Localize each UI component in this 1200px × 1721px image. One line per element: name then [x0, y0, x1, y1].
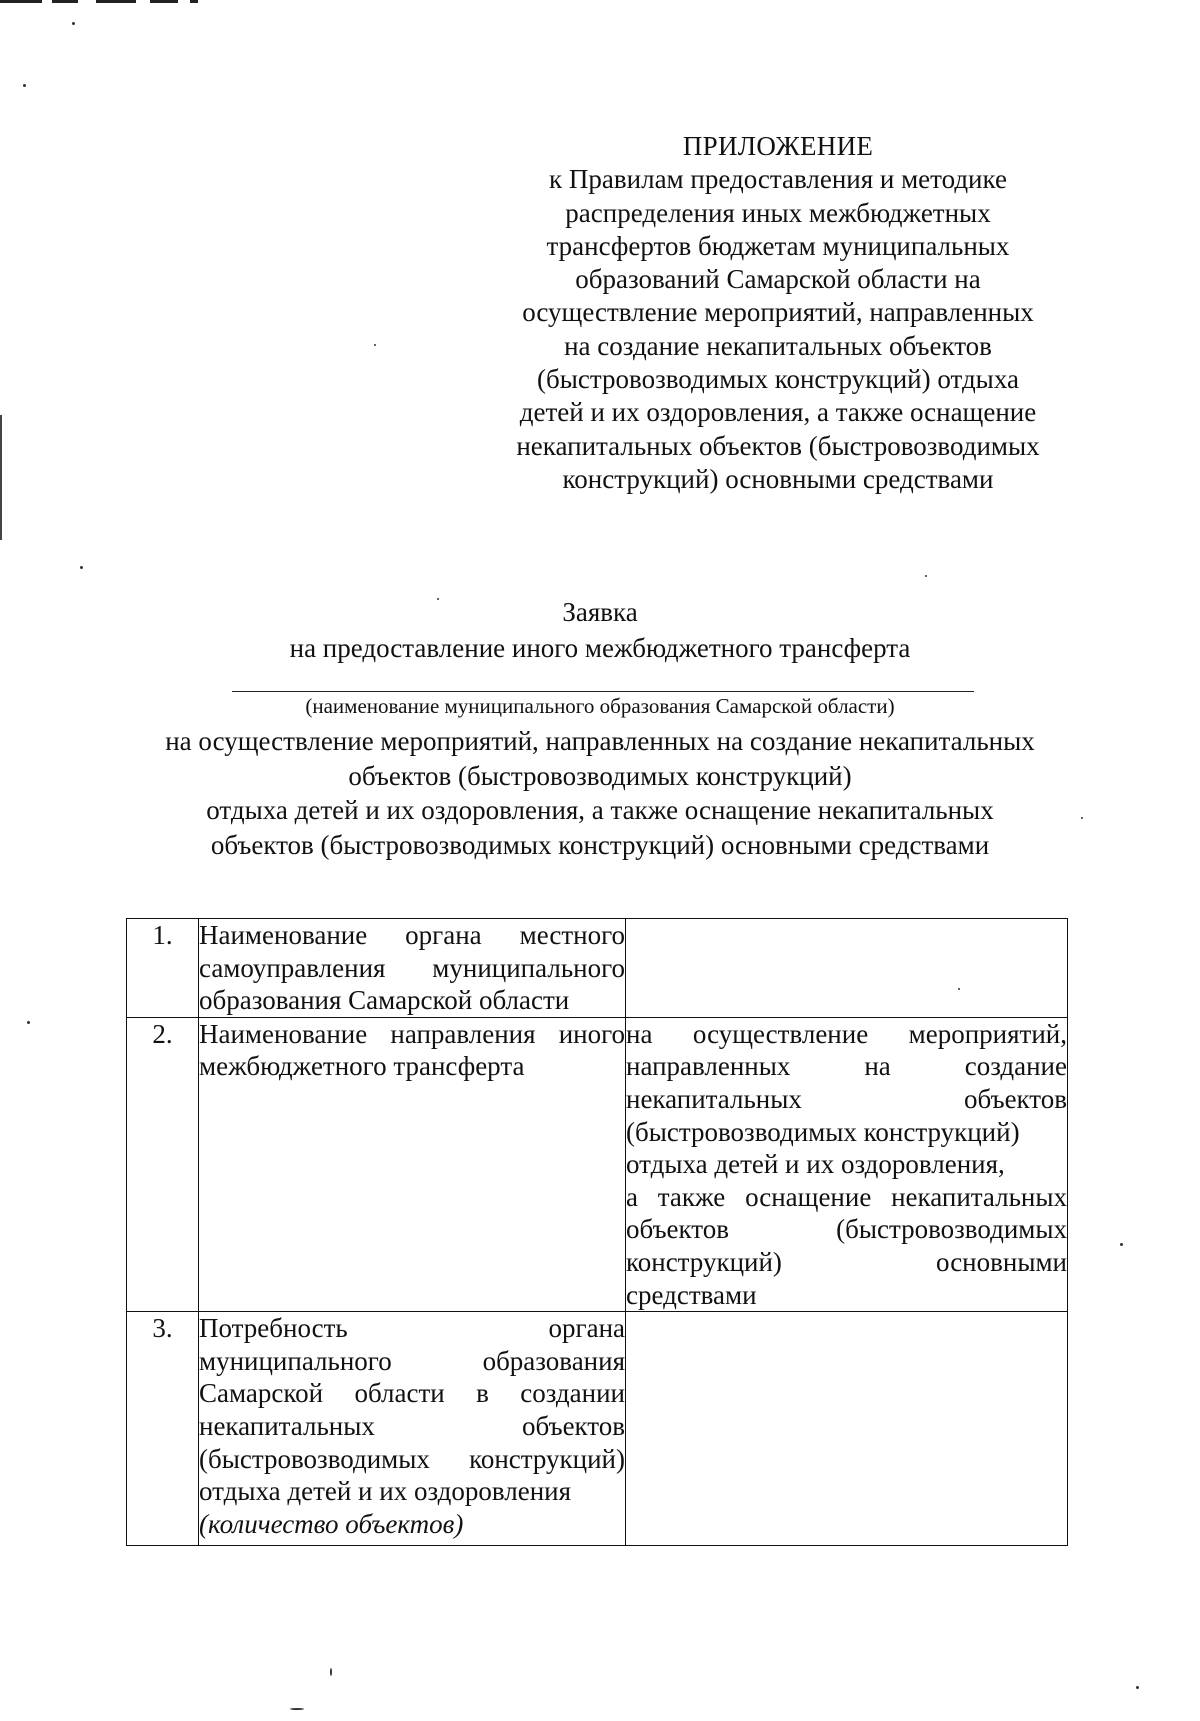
- row-label-line: муниципального образования: [199, 1345, 625, 1376]
- appendix-line: (быстровозводимых конструкций) отдыха: [537, 364, 1019, 395]
- row-label: [199, 1017, 626, 1311]
- row-number: 1.: [127, 919, 199, 1018]
- appendix-line: образований Самарской области на: [575, 264, 981, 295]
- appendix-header: [493, 130, 1063, 496]
- scan-mark: [0, 0, 42, 3]
- row-label-line: Наименование органа местного: [199, 920, 625, 950]
- row-label: [199, 919, 626, 1018]
- municipality-name-blank[interactable]: [232, 691, 974, 692]
- scan-mark: [150, 0, 178, 3]
- row-label-line: Самарской области в создании: [199, 1378, 625, 1409]
- row-value-line: конструкций) основными: [626, 1246, 1067, 1277]
- scan-speck: [27, 1021, 30, 1024]
- purpose-line: объектов (быстровозводимых конструкций) основными средствами: [210, 829, 990, 860]
- row-value-line: некапитальных объектов: [626, 1083, 1067, 1114]
- appendix-line: распределения иных межбюджетных: [565, 197, 991, 228]
- row-number: 2.: [127, 1017, 199, 1311]
- row-value-line: (быстровозводимых конструкций): [626, 1116, 1020, 1147]
- row-value-empty[interactable]: [626, 1312, 1068, 1546]
- appendix-line: некапитальных объектов (быстровозводимых: [516, 430, 1040, 461]
- appendix-line: на создание некапитальных объектов: [564, 330, 992, 361]
- row-label: [199, 1312, 626, 1546]
- row-label-line: Потребность органа: [199, 1313, 625, 1344]
- application-title: Заявка: [562, 597, 638, 627]
- scan-speck: [374, 344, 376, 346]
- table-row: [127, 1312, 1068, 1546]
- scan-speck: [1120, 1243, 1123, 1246]
- row-label-line: (быстровозводимых конструкций): [199, 1443, 625, 1474]
- row-value: [626, 1017, 1068, 1311]
- scan-mark: [52, 0, 78, 3]
- scan-speck: [925, 575, 927, 577]
- scan-speck: [80, 566, 83, 569]
- scan-speck: [23, 84, 26, 87]
- application-table: [126, 918, 1068, 1546]
- appendix-line: конструкций) основными средствами: [562, 463, 994, 494]
- appendix-title: ПРИЛОЖЕНИЕ: [682, 131, 874, 161]
- scan-mark: [190, 0, 198, 3]
- row-number: 3.: [127, 1312, 199, 1546]
- purpose-line: отдыха детей и их оздоровления, а также оснащение некапитальных: [206, 795, 994, 825]
- row-value-line: на осуществление мероприятий,: [626, 1018, 1067, 1049]
- scan-speck: [290, 1708, 304, 1710]
- row-label-line: образования Самарской области: [199, 985, 570, 1016]
- table-row: [127, 1017, 1068, 1311]
- scan-speck: [1136, 1686, 1139, 1689]
- row-label-line: межбюджетного трансферта: [199, 1051, 525, 1082]
- row-value-line: средствами: [626, 1279, 757, 1310]
- row-value-line: отдыха детей и их оздоровления,: [626, 1149, 1005, 1180]
- scan-speck: [330, 1668, 332, 1676]
- row-label-line: отдыха детей и их оздоровления: [199, 1476, 572, 1507]
- scan-speck: [72, 22, 75, 25]
- row-value-empty[interactable]: [626, 919, 1068, 1018]
- appendix-line: осуществление мероприятий, направленных: [522, 297, 1034, 328]
- row-value-line: объектов (быстровозводимых: [626, 1214, 1067, 1245]
- row-label-line: самоуправления муниципального: [199, 952, 625, 983]
- scan-edge-line: [0, 415, 2, 540]
- application-purpose: [0, 724, 1200, 862]
- row-label-line: Наименование направления иного: [199, 1018, 625, 1049]
- row-label-note: (количество объектов): [199, 1508, 464, 1539]
- scan-mark: [96, 0, 136, 3]
- application-subtitle: на предоставление иного межбюджетного трансферта: [289, 633, 911, 663]
- row-value-line: направленных на создание: [626, 1051, 1067, 1082]
- appendix-line: трансфертов бюджетам муниципальных: [546, 230, 1010, 261]
- appendix-line: к Правилам предоставления и методике: [549, 164, 1007, 195]
- application-heading: [0, 594, 1200, 666]
- row-value-line: а также оснащение некапитальных: [626, 1181, 1067, 1212]
- municipality-caption: (наименование муниципального образования Самарской области): [305, 694, 895, 718]
- purpose-line: объектов (быстровозводимых конструкций): [348, 760, 852, 791]
- row-label-line: некапитальных объектов: [199, 1410, 625, 1441]
- table-row: [127, 919, 1068, 1018]
- purpose-line: на осуществление мероприятий, направленных на создание некапитальных: [165, 726, 1035, 756]
- appendix-line: детей и их оздоровления, а также оснащение: [519, 397, 1037, 428]
